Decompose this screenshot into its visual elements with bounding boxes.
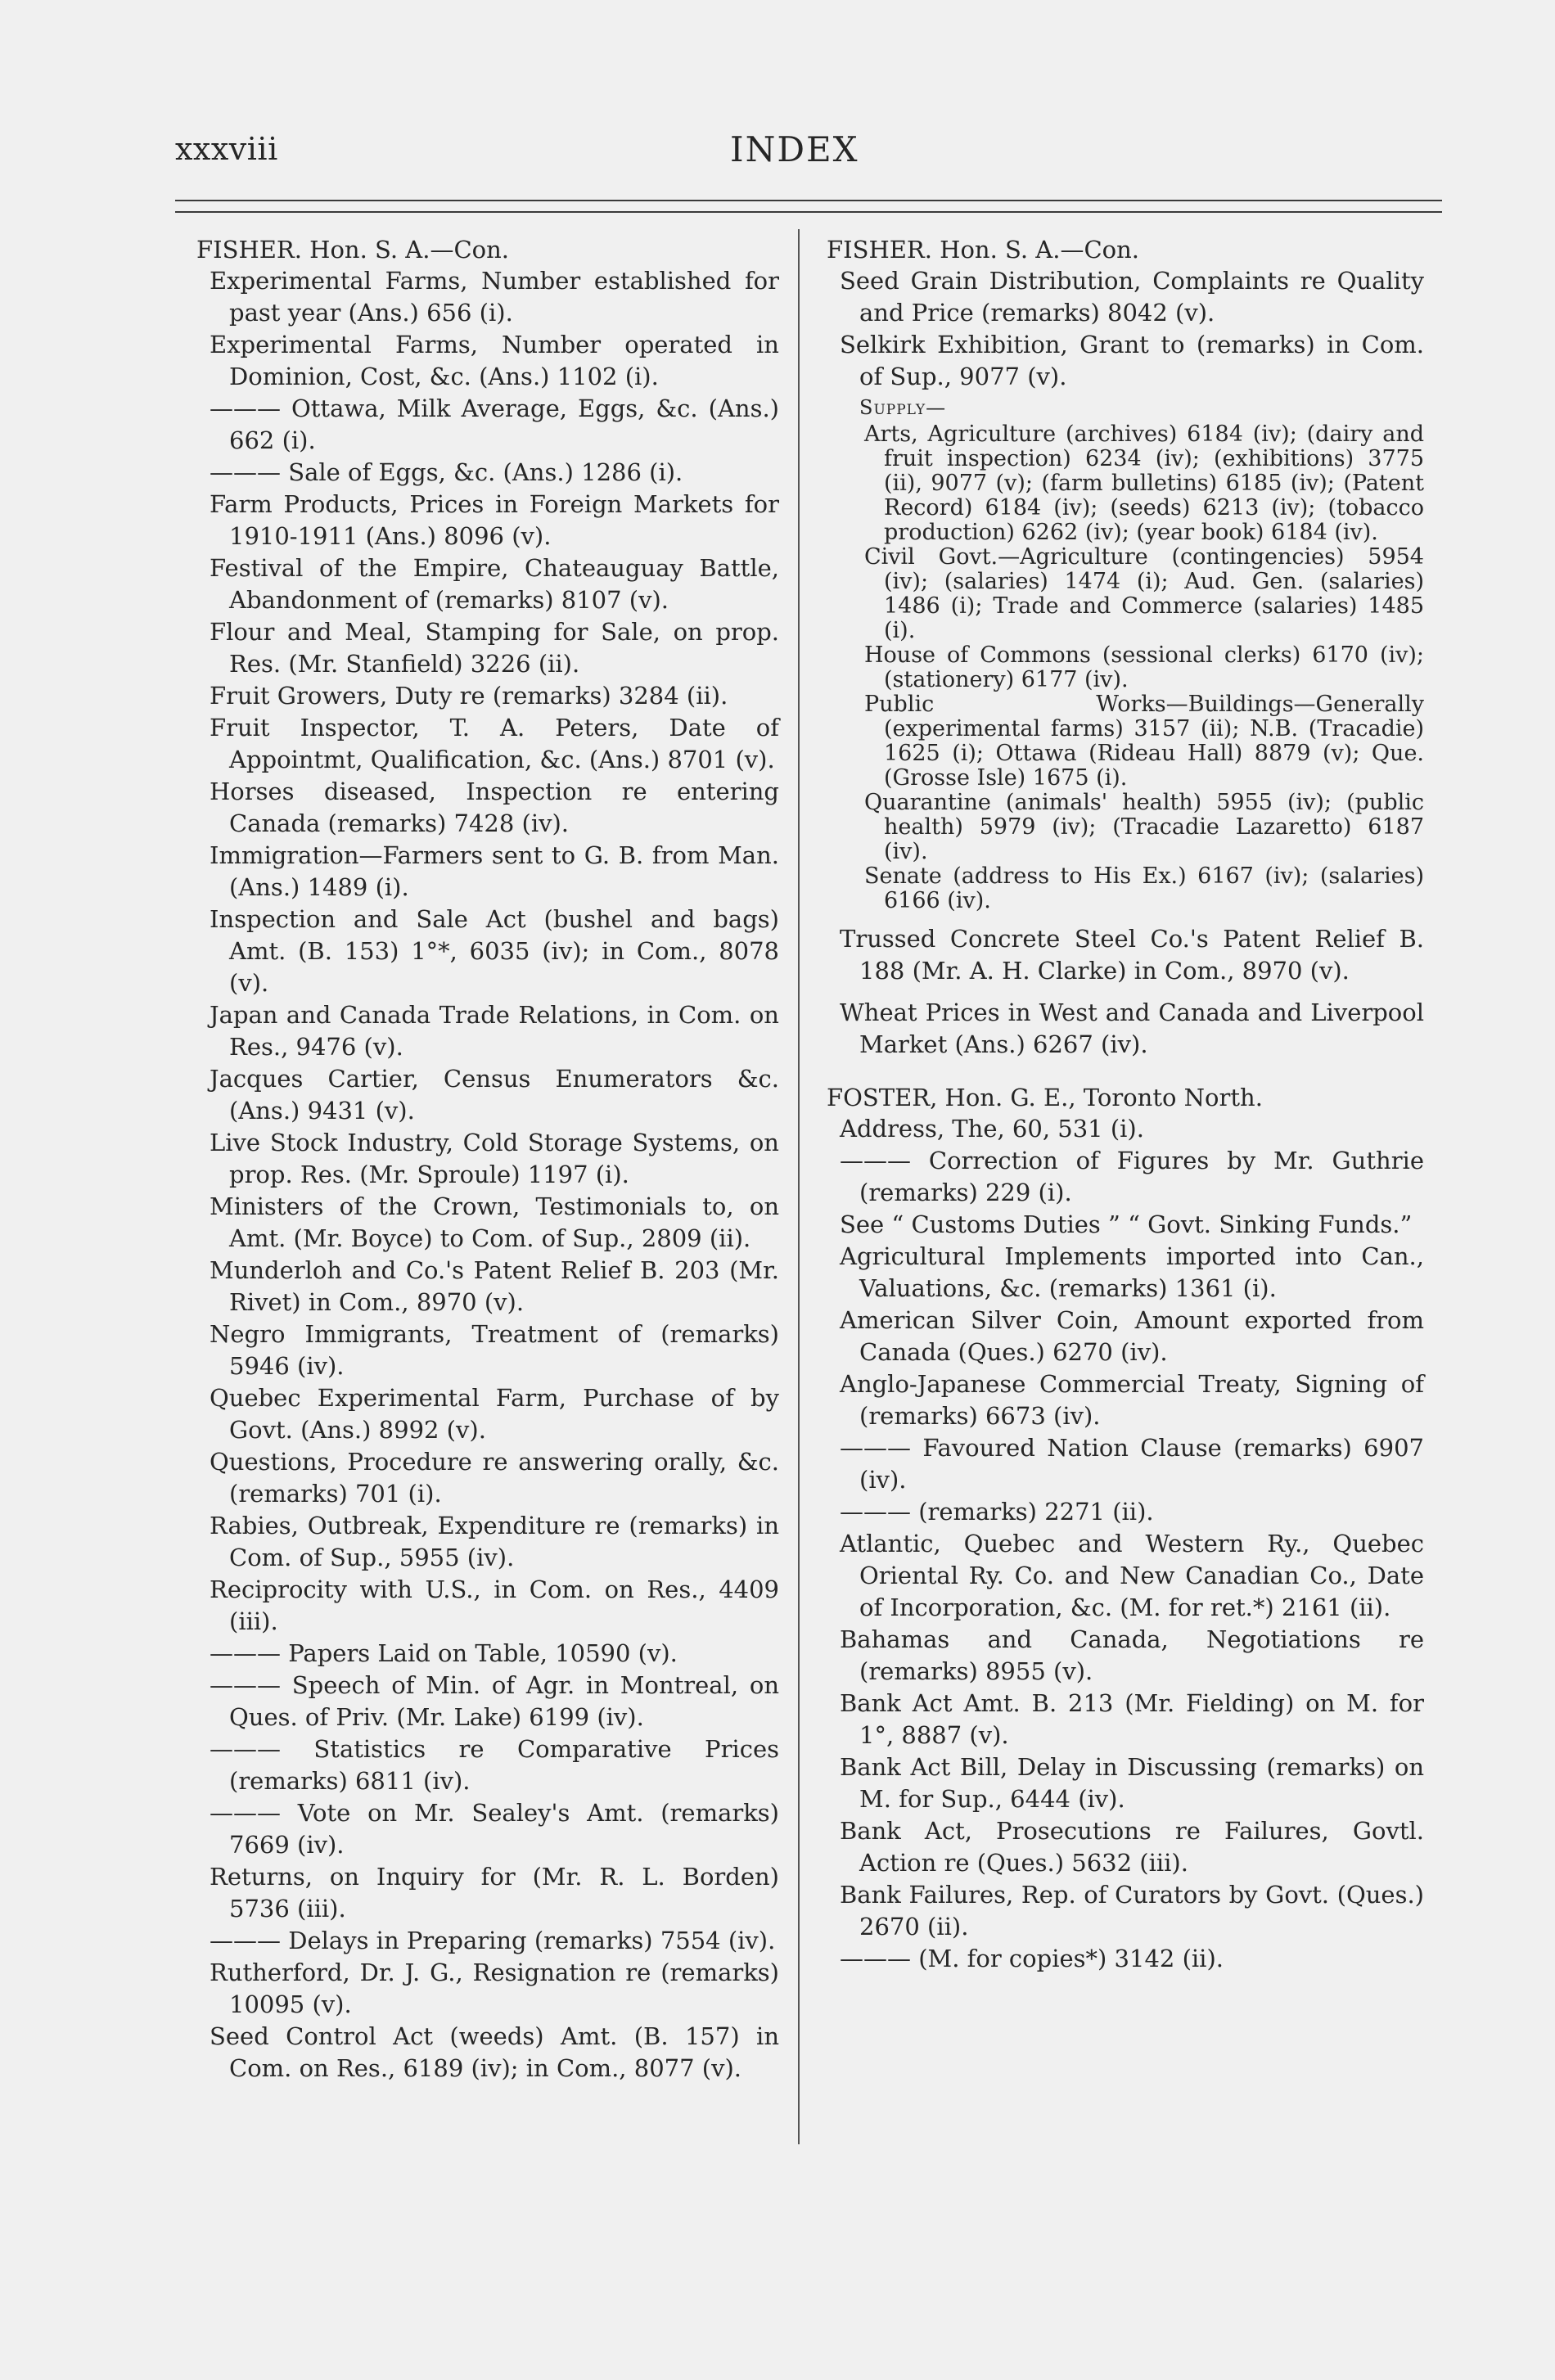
index-entry: Flour and Meal, Stamping for Sale, on prop. Res. (Mr. Stanfield) 3226 (ii). xyxy=(210,618,779,678)
index-entry: Munderloh and Co.'s Patent Relief B. 203 (Mr. Rivet) in Com., 8970 (v). xyxy=(210,1256,779,1316)
index-entry: Seed Grain Distribution, Complaints re Quality and Price (remarks) 8042 (v). xyxy=(840,267,1424,327)
header-rule-bottom xyxy=(175,211,1442,213)
index-entry: Ministers of the Crown, Testimonials to, on Amt. (Mr. Boyce) to Com. of Sup., 2809 (ii). xyxy=(210,1192,779,1252)
index-entry: Address, The, 60, 531 (i). xyxy=(840,1115,1144,1143)
index-entry: ——— Ottawa, Milk Average, Eggs, &c. (Ans.) 662 (i). xyxy=(210,394,779,454)
index-entry: Negro Immigrants, Treatment of (remarks) 5946 (iv). xyxy=(210,1320,779,1380)
index-entry: See “ Customs Duties ” “ Govt. Sinking Funds.” xyxy=(840,1210,1413,1238)
index-entry: ——— Favoured Nation Clause (remarks) 6907 (iv). xyxy=(840,1434,1424,1494)
entry-heading: FISHER. Hon. S. A.—Con. xyxy=(196,236,510,264)
page-number: xxxviii xyxy=(175,131,278,167)
index-entry: Inspection and Sale Act (bushel and bags) Amt. (B. 153) 1°*, 6035 (iv); in Com., 8078 (v). xyxy=(210,905,779,997)
supply-item: Public Works—Buildings—Generally (experimental farms) 3157 (ii); N.B. (Tracadie) 1625 (i); Ottawa (Rideau Hall) 8879 (v); Que. (Grosse Isle) 1675 (i). xyxy=(864,692,1424,791)
index-entry: Horses diseased, Inspection re entering Canada (remarks) 7428 (iv). xyxy=(210,778,779,837)
index-entry: Quebec Experimental Farm, Purchase of by Govt. (Ans.) 8992 (v). xyxy=(210,1384,779,1444)
left-column xyxy=(196,234,779,2085)
index-entry: Reciprocity with U.S., in Com. on Res., 4409 (iii). xyxy=(210,1575,779,1635)
index-entry: Jacques Cartier, Census Enumerators &c. (Ans.) 9431 (v). xyxy=(210,1065,779,1125)
index-entry: ——— Vote on Mr. Sealey's Amt. (remarks) 7669 (iv). xyxy=(210,1799,779,1859)
index-entry: Questions, Procedure re answering orally, &c. (remarks) 701 (i). xyxy=(210,1448,779,1508)
index-entry: Rabies, Outbreak, Expenditure re (remarks) in Com. of Sup., 5955 (iv). xyxy=(210,1512,779,1571)
index-entry: Trussed Concrete Steel Co.'s Patent Relief B. 188 (Mr. A. H. Clarke) in Com., 8970 (v). xyxy=(840,925,1424,985)
index-entry: Immigration—Farmers sent to G. B. from Man. (Ans.) 1489 (i). xyxy=(210,841,779,901)
index-entry: Experimental Farms, Number established for past year (Ans.) 656 (i). xyxy=(210,267,779,327)
index-entry: American Silver Coin, Amount exported from Canada (Ques.) 6270 (iv). xyxy=(840,1306,1424,1366)
supply-item: Senate (address to His Ex.) 6167 (iv); (salaries) 6166 (iv). xyxy=(864,863,1424,913)
index-entry: ——— Delays in Preparing (remarks) 7554 (iv). xyxy=(210,1927,776,1954)
supply-item: Arts, Agriculture (archives) 6184 (iv); (dairy and fruit inspection) 6234 (iv); (exhibitions) 3775 (ii), 9077 (v); (farm bulletins) 6185 (iv); (Patent Record) 6184 (iv); (seeds) 6213 (iv); (tobacco production) 6262 (iv); (year book) 6184 (iv). xyxy=(864,421,1424,545)
index-entry: Farm Products, Prices in Foreign Markets for 1910-1911 (Ans.) 8096 (v). xyxy=(210,490,779,550)
index-entry: Atlantic, Quebec and Western Ry., Quebec Oriental Ry. Co. and New Canadian Co., Date of Incorporation, &c. (M. for ret.*) 2161 (ii). xyxy=(840,1530,1424,1621)
index-entry: ——— Papers Laid on Table, 10590 (v). xyxy=(210,1639,678,1667)
index-entry: Anglo-Japanese Commercial Treaty, Signing of (remarks) 6673 (iv). xyxy=(840,1370,1424,1430)
right-column xyxy=(827,234,1424,1975)
index-entry: Festival of the Empire, Chateauguay Battle, Abandonment of (remarks) 8107 (v). xyxy=(210,554,779,614)
supply-item: House of Commons (sessional clerks) 6170 (iv); (stationery) 6177 (iv). xyxy=(864,642,1424,692)
index-entry: ——— (remarks) 2271 (ii). xyxy=(840,1498,1154,1526)
index-entry: ——— Correction of Figures by Mr. Guthrie (remarks) 229 (i). xyxy=(840,1147,1424,1206)
index-entry: Returns, on Inquiry for (Mr. R. L. Borden) 5736 (iii). xyxy=(210,1863,779,1922)
index-entry: Live Stock Industry, Cold Storage Systems, on prop. Res. (Mr. Sproule) 1197 (i). xyxy=(210,1129,779,1188)
index-entry: ——— Statistics re Comparative Prices (remarks) 6811 (iv). xyxy=(210,1735,779,1795)
index-entry: Bahamas and Canada, Negotiations re (remarks) 8955 (v). xyxy=(840,1625,1424,1685)
index-entry: Bank Act Bill, Delay in Discussing (remarks) on M. for Sup., 6444 (iv). xyxy=(840,1753,1424,1813)
index-entry: Wheat Prices in West and Canada and Liverpool Market (Ans.) 6267 (iv). xyxy=(840,998,1424,1058)
index-entry: Bank Act Amt. B. 213 (Mr. Fielding) on M. for 1°, 8887 (v). xyxy=(840,1689,1424,1749)
index-entry: Bank Act, Prosecutions re Failures, Govtl. Action re (Ques.) 5632 (iii). xyxy=(840,1817,1424,1877)
index-entry: Agricultural Implements imported into Can., Valuations, &c. (remarks) 1361 (i). xyxy=(840,1242,1424,1302)
index-entry: ——— Speech of Min. of Agr. in Montreal, on Ques. of Priv. (Mr. Lake) 6199 (iv). xyxy=(210,1671,779,1731)
index-entry: Fruit Growers, Duty re (remarks) 3284 (ii). xyxy=(210,682,728,710)
index-entry: Rutherford, Dr. J. G., Resignation re (remarks) 10095 (v). xyxy=(210,1959,779,2018)
index-entry: Japan and Canada Trade Relations, in Com. on Res., 9476 (v). xyxy=(210,1001,779,1061)
index-entry: Bank Failures, Rep. of Curators by Govt. (Ques.) 2670 (ii). xyxy=(840,1881,1424,1941)
page-title: INDEX xyxy=(730,129,859,169)
header-rule-top xyxy=(175,200,1442,201)
index-entry: ——— Sale of Eggs, &c. (Ans.) 1286 (i). xyxy=(210,458,683,486)
index-entry: Fruit Inspector, T. A. Peters, Date of Appointmt, Qualification, &c. (Ans.) 8701 (v). xyxy=(210,714,779,773)
supply-item: Civil Govt.—Agriculture (contingencies) 5954 (iv); (salaries) 1474 (i); Aud. Gen. (salaries) 1486 (i); Trade and Commerce (salaries) 1485 (i). xyxy=(864,544,1424,643)
supply-label: Supply— xyxy=(859,396,947,419)
index-entry: Seed Control Act (weeds) Amt. (B. 157) in Com. on Res., 6189 (iv); in Com., 8077 (v). xyxy=(210,2022,779,2082)
index-entry: Selkirk Exhibition, Grant to (remarks) in Com. of Sup., 9077 (v). xyxy=(840,331,1424,390)
index-entry: Experimental Farms, Number operated in Dominion, Cost, &c. (Ans.) 1102 (i). xyxy=(210,331,779,390)
entry-heading: FOSTER, Hon. G. E., Toronto North. xyxy=(827,1084,1263,1111)
column-divider xyxy=(798,229,800,2144)
index-entry: ——— (M. for copies*) 3142 (ii). xyxy=(840,1945,1224,1972)
entry-heading: FISHER. Hon. S. A.—Con. xyxy=(827,236,1140,264)
supply-item: Quarantine (animals' health) 5955 (iv); (public health) 5979 (iv); (Tracadie Lazaretto) 6187 (iv). xyxy=(864,790,1424,864)
